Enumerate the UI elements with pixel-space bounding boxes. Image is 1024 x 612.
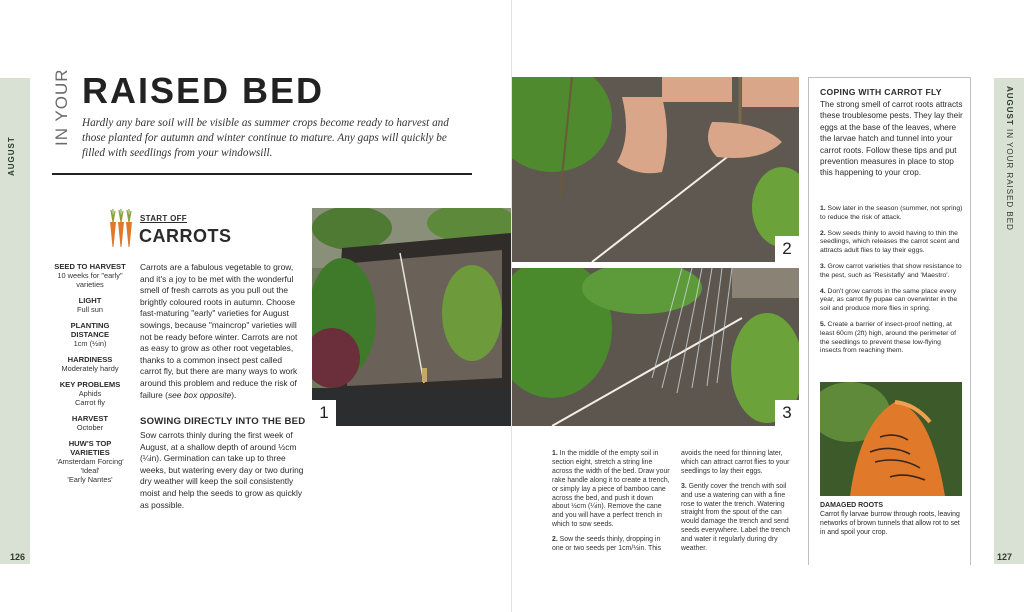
fact-value: 'Amsterdam Forcing' 'Ideal' 'Early Nantes' [56, 457, 124, 484]
fact-item [52, 439, 128, 484]
tip-item [820, 263, 963, 281]
fact-value: 10 weeks for "early" varieties [57, 271, 123, 289]
intro-paragraph: Hardly any bare soil will be visible as summer crops become ready to harvest and those planted for autumn and winter continue to mature. Any gaps will quickly be filled with seedlings from your windowsill. [82, 117, 449, 159]
tip-item [820, 205, 963, 223]
fact-value: Full sun [77, 305, 103, 314]
fact-item [52, 262, 128, 289]
tip-number: 3. [820, 262, 826, 270]
right-tab-label-bold: AUGUST [1005, 86, 1014, 126]
facts-column [52, 262, 128, 491]
fact-value: Moderately hardy [61, 364, 119, 373]
step-caption [681, 483, 796, 554]
tip-text: Grow carrot varieties that show resistance to the pest, such as 'Resistafly' and 'Maestro'. [820, 262, 962, 279]
chapter-kicker: IN YOUR [52, 68, 71, 146]
fact-value: October [76, 423, 104, 432]
fact-label: HARVEST [71, 414, 109, 423]
fact-label: LIGHT [78, 296, 102, 305]
photo-number-2: 2 [775, 236, 799, 262]
fact-item [52, 296, 128, 314]
left-chapter-tab [0, 78, 30, 564]
sidebar-photo-caption-title: DAMAGED ROOTS [820, 502, 883, 509]
right-tab-label-light: IN YOUR RAISED BED [1005, 125, 1014, 231]
step-caption-column-1 [552, 450, 672, 554]
fact-label: HUW'S TOP VARIETIES [68, 439, 112, 457]
step-text: In the middle of the empty soil in section eight, stretch a string line across the width of the bed. Draw your rake handle along it to create a trench, or simply lay a piece of bamboo cane across the bed, and push it down about ½cm (¼in). Remove the cane and you will have a perfect trench in which to sow seeds. [552, 450, 670, 529]
fact-item [52, 414, 128, 432]
sidebar-intro: The strong smell of carrot roots attracts these troublesome pests. They lay their eggs at the base of the leaves, where the larvae hatch and tunnel into your carrot roots. Follow these tips and put prevention measures in place to stop this happening to your crop. [820, 100, 963, 178]
fact-label: HARDINESS [67, 355, 113, 364]
fact-value: Aphids Carrot fly [75, 389, 105, 407]
step-caption [552, 450, 672, 530]
fact-item [52, 355, 128, 373]
left-tab-label: AUGUST [7, 136, 16, 176]
section-kicker: START OFF [140, 214, 187, 223]
fact-label: KEY PROBLEMS [59, 380, 121, 389]
step-caption-column-2 [681, 450, 796, 554]
step-caption [552, 536, 672, 554]
page-number-right: 127 [996, 552, 1012, 562]
photo-number-3: 3 [775, 400, 799, 426]
tip-item [820, 321, 963, 356]
sidebar-title: COPING WITH CARROT FLY [820, 87, 942, 97]
step-number: 3. [681, 482, 687, 490]
body-text-end: ). [231, 389, 237, 400]
right-chapter-tab [994, 78, 1024, 564]
tip-number: 5. [820, 320, 826, 328]
step-text: Sow the seeds thinly, dropping in one or two seeds per 1cm/½in. This [552, 536, 662, 553]
tip-number: 2. [820, 229, 826, 237]
body-text: Carrots are a fabulous vegetable to grow, and it's a joy to be met with the wonderful smell of fresh carrots as you pull out the brightly coloured roots in autumn. Choose fast-maturing "early" varieties for August sowings, because "maincrop" varieties will not be ready before winter. Carrots are not as easy to grow as other root vegetables, thanks to a common insect pest called carrot fly, but there are many ways to work around this problem and reduce the risk of failure ( [140, 262, 298, 400]
section-title: CARROTS [139, 226, 232, 246]
cross-reference: see box opposite [167, 389, 232, 400]
right-tab-label [1005, 86, 1014, 231]
fact-label: SEED TO HARVEST [54, 262, 126, 271]
photo-watering [512, 268, 799, 426]
fact-label: PLANTING DISTANCE [70, 321, 110, 339]
page-number-left: 126 [10, 552, 26, 562]
photo-sowing-seeds [512, 77, 799, 262]
sidebar-photo-caption: Carrot fly larvae burrow through roots, leaving networks of brown tunnels that allow rot to set in and spoil your crop. [820, 511, 960, 536]
tip-number: 1. [820, 205, 826, 212]
step-text: avoids the need for thinning later, which can attract carrot flies to your seedlings to lay their eggs. [681, 450, 790, 475]
step-caption [681, 450, 796, 477]
subheading: SOWING DIRECTLY INTO THE BED [140, 416, 306, 427]
tip-number: 4. [820, 287, 826, 295]
body-paragraph [140, 262, 305, 401]
fact-value: 1cm (½in) [73, 339, 107, 348]
tip-text: Don't grow carrots in the same place every year, as carrot fly pupae can overwinter in the soil and produce more flies in spring. [820, 287, 958, 313]
tip-item [820, 288, 963, 314]
body-paragraph-2: Sow carrots thinly during the first week of August, at a shallow depth of around ½cm (¼in). Germination can take up to three weeks, but watering every day or two during dry weather will keep the soil consistently moist and help the seeds to grow as quickly as possible. [140, 430, 304, 510]
fact-item [52, 380, 128, 407]
page-title: RAISED BED [82, 70, 325, 111]
carrot-icon [108, 208, 134, 248]
tip-text: Sow seeds thinly to avoid having to thin the seedlings, which releases the carrot scent and attracts adult flies to lay their eggs. [820, 229, 960, 255]
step-number: 1. [552, 450, 558, 457]
tip-text: Create a barrier of insect-proof netting, at least 60cm (2ft) high, around the perimeter of the seedlings to prevent these low-flying insects from reaching them. [820, 320, 957, 355]
photo-raised-bed [312, 208, 511, 426]
step-text: Gently cover the trench with soil and use a watering can with a fine rose to water the trench. Watering straight from the spout of the can would damage the trench and send seeds everywhere. Label the trench and water it regularly during dry weather. [681, 482, 791, 553]
header-rule [52, 173, 472, 175]
step-number: 2. [552, 536, 558, 544]
sidebar-tips [820, 205, 963, 363]
photo-damaged-carrot [820, 382, 962, 496]
fact-item [52, 321, 128, 348]
tip-text: Sow later in the season (summer, not spring) to reduce the risk of attack. [820, 205, 963, 221]
photo-number-1: 1 [312, 400, 336, 426]
tip-item [820, 230, 963, 256]
